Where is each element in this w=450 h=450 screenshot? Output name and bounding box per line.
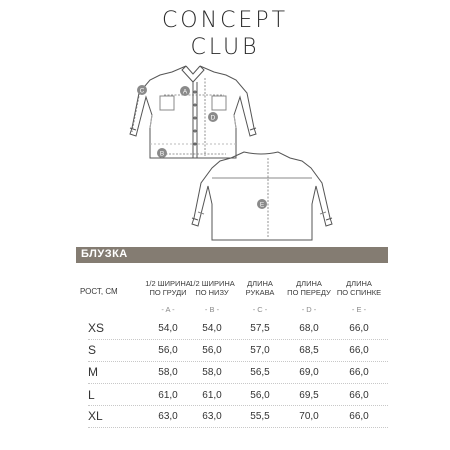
size-label: XS [88,321,105,335]
table-cell: 69,0 [299,367,319,378]
table-cell: 58,0 [158,367,178,378]
table-cell: 58,0 [202,367,222,378]
col-header-b: 1/2 ШИРИНА ПО НИЗУ [189,279,235,297]
size-label: XL [88,409,103,423]
label-e: E [259,201,265,209]
table-cell: 63,0 [202,411,222,422]
table-cell: 57,5 [250,323,270,334]
col-header-c: ДЛИНА РУКАВА [245,279,275,297]
table-cell: 66,0 [349,411,369,422]
col-code-e: - E - [351,305,367,314]
table-cell: 54,0 [158,323,178,334]
label-b: B [159,150,165,158]
col-code-a: - A - [161,305,175,314]
table-cell: 57,0 [250,345,270,356]
table-cell: 66,0 [349,390,369,401]
size-label: M [88,365,98,379]
table-cell: 56,5 [250,367,270,378]
col-code-d: - D - [301,305,317,314]
col-header-d: ДЛИНА ПО ПЕРЕДУ [287,279,331,297]
size-label: L [88,388,95,402]
table-cell: 61,0 [202,390,222,401]
col-header-e: ДЛИНА ПО СПИНКЕ [336,279,382,297]
table-cell: 69,5 [299,390,319,401]
table-cell: 68,0 [299,323,319,334]
row-divider [88,383,388,384]
table-cell: 56,0 [250,390,270,401]
product-banner [76,247,388,263]
product-title: БЛУЗКА [81,248,128,260]
label-a: A [182,88,188,96]
table-cell: 56,0 [158,345,178,356]
col-code-b: - B - [204,305,220,314]
table-cell: 54,0 [202,323,222,334]
table-cell: 66,0 [349,345,369,356]
table-cell: 68,5 [299,345,319,356]
label-c: C [139,87,145,95]
col-header-a: 1/2 ШИРИНА ПО ГРУДИ [145,279,191,297]
brand-line-1: CONCEPT [161,8,289,33]
table-cell: 70,0 [299,411,319,422]
table-cell: 63,0 [158,411,178,422]
row-divider [88,361,388,362]
row-divider [88,339,388,340]
row-divider [88,427,388,428]
row-divider [88,405,388,406]
size-label: S [88,343,97,357]
col-code-c: - C - [252,305,268,314]
label-d: D [210,114,216,122]
table-cell: 55,5 [250,411,270,422]
table-cell: 56,0 [202,345,222,356]
table-cell: 66,0 [349,367,369,378]
size-column-header: РОСТ, СМ [80,287,118,296]
table-cell: 61,0 [158,390,178,401]
brand-line-2: CLUB [190,35,260,60]
table-cell: 66,0 [349,323,369,334]
